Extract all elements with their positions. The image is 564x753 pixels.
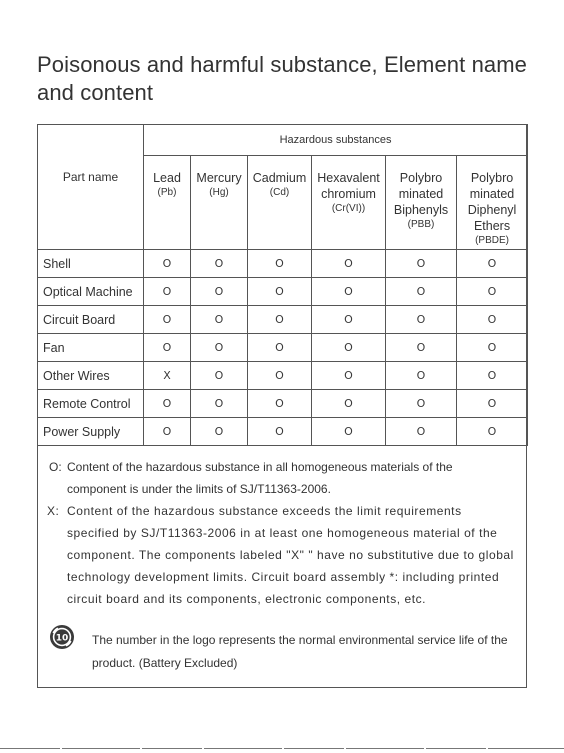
substance-header: [386, 156, 457, 250]
table-row: [38, 390, 528, 418]
part-name-cell: Optical Machine: [38, 278, 144, 306]
substance-name: Diphenyl: [467, 203, 517, 217]
substance-status-cell: O: [386, 418, 457, 446]
substance-symbol: (Pb): [157, 187, 177, 198]
substance-status-cell: O: [386, 250, 457, 278]
substance-symbol: (PBB): [407, 219, 435, 230]
table-row: [38, 278, 528, 306]
substance-status-cell: O: [386, 306, 457, 334]
substance-status-cell: O: [144, 334, 191, 362]
substance-header: [144, 156, 191, 250]
substance-status-cell: O: [248, 306, 312, 334]
substance-status-cell: O: [144, 390, 191, 418]
substance-status-cell: O: [457, 362, 528, 390]
substance-status-cell: O: [248, 278, 312, 306]
substance-status-cell: O: [312, 362, 386, 390]
substance-status-cell: O: [144, 278, 191, 306]
substance-status-cell: O: [457, 418, 528, 446]
substance-status-cell: O: [144, 418, 191, 446]
substance-status-cell: O: [248, 334, 312, 362]
substance-status-cell: O: [144, 306, 191, 334]
substance-name: Hexavalent: [317, 171, 380, 185]
substance-header: [457, 156, 528, 250]
substance-status-cell: O: [191, 362, 248, 390]
substance-status-cell: O: [191, 390, 248, 418]
substance-name: Ethers: [473, 219, 511, 233]
part-name-cell: Fan: [38, 334, 144, 362]
substance-status-cell: O: [457, 390, 528, 418]
substance-name: Polybro: [399, 171, 443, 185]
substance-symbol: (Cd): [269, 187, 290, 198]
substance-status-cell: O: [457, 278, 528, 306]
part-name-cell: Shell: [38, 250, 144, 278]
substance-status-cell: O: [191, 334, 248, 362]
substance-name: Lead: [153, 171, 181, 185]
substance-status-cell: O: [144, 250, 191, 278]
table-row: [38, 306, 528, 334]
substance-status-cell: O: [248, 390, 312, 418]
bottom-rule: [0, 748, 564, 749]
substance-status-cell: O: [191, 278, 248, 306]
substance-status-cell: O: [191, 306, 248, 334]
substance-status-cell: O: [312, 390, 386, 418]
substance-status-cell: O: [386, 278, 457, 306]
hazardous-substance-section: [37, 124, 527, 688]
substance-status-cell: O: [248, 362, 312, 390]
substance-status-cell: O: [386, 334, 457, 362]
substance-status-cell: O: [248, 250, 312, 278]
substance-status-cell: O: [457, 306, 528, 334]
table-row: [38, 250, 528, 278]
substance-name: Biphenyls: [393, 203, 449, 217]
substance-status-cell: O: [312, 418, 386, 446]
note-o-text: Content of the hazardous substance in all homogeneous materials of the component is under the limits of SJ/T11363-2006.: [67, 460, 453, 496]
hazardous-substance-table: [37, 124, 528, 446]
substance-status-cell: O: [386, 362, 457, 390]
table-row: [38, 334, 528, 362]
note-x-text: Content of the hazardous substance exceeds the limit requirements specified by SJ/T11363-2006 in at least one homogeneous material of the component. The components labeled "X" " have no substitutive due to global technology development limits. Circuit board assembly *: including printed circuit board and its components, electronic components, etc.: [67, 504, 514, 606]
substance-status-cell: O: [457, 334, 528, 362]
substance-status-cell: O: [191, 250, 248, 278]
service-life-text: The number in the logo represents the normal environmental service life of the product. (Battery Excluded): [92, 633, 508, 670]
table-row: [38, 418, 528, 446]
part-name-cell: Remote Control: [38, 390, 144, 418]
substance-symbol: (Hg): [209, 187, 229, 198]
substance-status-cell: O: [457, 250, 528, 278]
substance-status-cell: O: [248, 418, 312, 446]
substance-status-cell: O: [312, 306, 386, 334]
substance-symbol: (PBDE): [475, 235, 509, 246]
note-o: [45, 456, 515, 500]
substance-name: chromium: [321, 187, 376, 201]
substance-status-cell: O: [312, 278, 386, 306]
substance-header: [191, 156, 248, 250]
note-o-marker: O:: [49, 460, 62, 474]
part-name-cell: Power Supply: [38, 418, 144, 446]
hazardous-substances-header: Hazardous substances: [144, 125, 528, 156]
substance-status-cell: O: [312, 334, 386, 362]
substance-name: Polybro: [470, 171, 514, 185]
page-title: Poisonous and harmful substance, Element name and content: [37, 52, 528, 105]
table-row: [38, 362, 528, 390]
substance-symbol: (Cr(VI)): [331, 203, 366, 214]
part-name-cell: Other Wires: [38, 362, 144, 390]
note-x-marker: X:: [47, 504, 60, 518]
part-name-header: Part name: [38, 125, 144, 250]
substance-header: [312, 156, 386, 250]
substance-status-cell: O: [386, 390, 457, 418]
logo-number: 10: [55, 633, 69, 644]
substance-name: minated: [398, 187, 444, 201]
part-name-cell: Circuit Board: [38, 306, 144, 334]
substance-header: [248, 156, 312, 250]
substance-status-cell: O: [191, 418, 248, 446]
substance-name: minated: [469, 187, 515, 201]
substance-status-cell: O: [312, 250, 386, 278]
notes: [45, 456, 515, 610]
substance-name: Cadmium: [252, 171, 307, 185]
substance-name: Mercury: [196, 171, 242, 185]
note-x: [45, 500, 515, 610]
substance-status-cell: X: [144, 362, 191, 390]
service-life-row: [49, 624, 519, 672]
epup-10-year-logo-icon: [49, 624, 75, 650]
